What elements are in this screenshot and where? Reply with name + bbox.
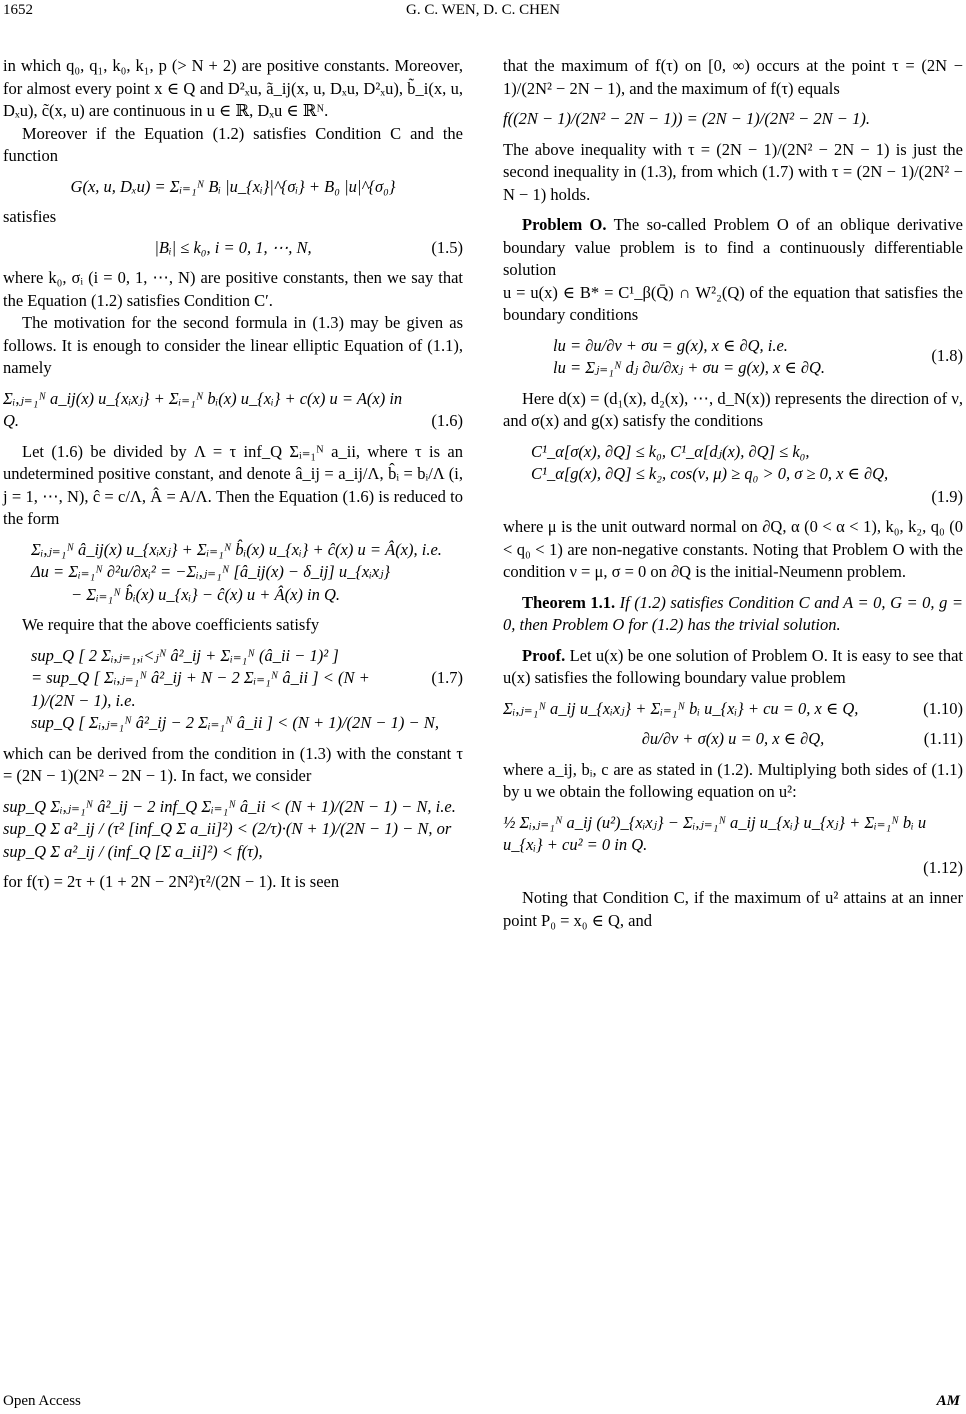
equation-reduced-form	[3, 539, 463, 607]
paragraph: The motivation for the second formula in (1.3) may be given as follows. It is enough to consider the linear elliptic Equation of (1.1), namely	[3, 313, 463, 377]
theorem-paragraph	[503, 592, 963, 637]
equation-number: (1.11)	[923, 729, 963, 748]
paragraph-text: Let u(x) be one solution of Problem O. It is easy to see that u(x) satisfies the following boundary value problem	[503, 645, 963, 687]
equation-1-12	[503, 812, 963, 880]
paragraph: Let (1.6) be divided by Λ = τ inf_Q Σᵢ₌₁ᴺ a_ii, where τ is an undetermined positive constant, and denote â_ij = a_ij/Λ, b̂ᵢ = bᵢ/Λ (i, j = 1, ⋯, N), ĉ = c/Λ, Â = A/Λ. Then the Equation (1.6) is reduced to the form	[3, 441, 463, 528]
paragraph: where a_ij, bᵢ, c are as stated in (1.2). Multiplying both sides of (1.1) by u we obtain the following equation on u²:	[503, 759, 963, 801]
equation-body: Σᵢ,ⱼ₌₁ᴺ a_ij(x) u_{xᵢxⱼ} + Σᵢ₌₁ᴺ bᵢ(x) u_{xᵢ} + c(x) u = A(x) in Q.	[3, 388, 403, 430]
equation-body: |Bᵢ| ≤ k₀, i = 0, 1, ⋯, N,	[154, 237, 312, 257]
equation-f-max	[503, 108, 963, 131]
theorem-text: If (1.2) satisfies Condition C and A = 0, G = 0, g = 0, then Problem O for (1.2) has the trivial solution.	[503, 592, 963, 634]
equation-body: G(x, u, Dₓu) = Σᵢ₌₁ᴺ Bᵢ |u_{xᵢ}|^{σᵢ} + B₀ |u|^{σ₀}	[70, 176, 396, 196]
open-access-label: Open Access	[3, 1393, 81, 1409]
page-header	[0, 2, 966, 26]
proof-label: Proof.	[522, 645, 566, 665]
equation-number: (1.8)	[931, 345, 963, 365]
paragraph: u = u(x) ∈ B* = C¹_β(Q̄) ∩ W²₂(Q) of the equation that satisfies the boundary conditions	[503, 282, 963, 324]
equation-line: sup_Q Σ a²_ij / (τ² [inf_Q Σ a_ii]²) < (2/τ)·(N + 1)/(2N − 1) − N, or sup_Q Σ a²_ij / (inf_Q [Σ a_ii]²) < f(τ),	[3, 819, 452, 861]
paragraph-text: The so-called Problem O of an oblique derivative boundary value problem is to find a continuously differentiable solution	[503, 215, 963, 279]
paragraph: for f(τ) = 2τ + (1 + 2N − 2N²)τ²/(2N − 1). It is seen	[3, 872, 340, 891]
problem-o-label: Problem O.	[522, 215, 607, 234]
proof-paragraph	[503, 645, 963, 690]
equation-line: Δu = Σᵢ₌₁ᴺ ∂²u/∂xᵢ² = −Σᵢ,ⱼ₌₁ᴺ [â_ij(x) − δ_ij] u_{xᵢxⱼ}	[31, 562, 391, 581]
equation-line: sup_Q [ Σᵢ,ⱼ₌₁ᴺ â²_ij − 2 Σᵢ₌₁ᴺ â_ii ] < (N + 1)/(2N − 1) − N,	[31, 713, 439, 732]
equation-consider	[3, 796, 463, 864]
equation-number: (1.7)	[431, 667, 463, 687]
equation-1-6	[3, 388, 463, 433]
equation-1-10	[503, 698, 963, 721]
paragraph: that the maximum of f(τ) on [0, ∞) occurs at the point τ = (2N − 1)/(2N² − 2N − 1), and the maximum of f(τ) equals	[503, 56, 963, 98]
paragraph: Moreover if the Equation (1.2) satisfies Condition C and the function	[3, 123, 463, 165]
paragraph: in which q₀, q₁, k₀, k₁, p (> N + 2) are positive constants. Moreover, for almost every point x ∈ Q and D²ₓu, ã_ij(x, u, Dₓu, D²ₓu), b̃_i(x, u, Dₓu), c̃(x, u) are continuous in u ∈ ℝ, Dₓu ∈ ℝᴺ.	[3, 56, 463, 120]
equation-body: ½ Σᵢ,ⱼ₌₁ᴺ a_ij (u²)_{xᵢxⱼ} − Σᵢ,ⱼ₌₁ᴺ a_ij u_{xᵢ} u_{xⱼ} + Σᵢ₌₁ᴺ bᵢ u u_{xᵢ} + cu² = 0 in Q.	[503, 812, 927, 854]
equation-1-9	[503, 441, 963, 509]
equation-number: (1.9)	[931, 486, 963, 506]
equation-1-5	[3, 237, 463, 260]
equation-1-8	[503, 335, 963, 380]
equation-line: Σᵢ,ⱼ₌₁ᴺ â_ij(x) u_{xᵢxⱼ} + Σᵢ₌₁ᴺ b̂ᵢ(x) u_{xᵢ} + ĉ(x) u = Â(x), i.e.	[31, 539, 442, 559]
equation-line: = sup_Q [ Σᵢ,ⱼ₌₁ᴺ â²_ij + N − 2 Σᵢ₌₁ᴺ â_ii ] < (N + 1)/(2N − 1), i.e.	[31, 668, 370, 710]
equation-body: f((2N − 1)/(2N² − 2N − 1)) = (2N − 1)/(2N² − 2N − 1).	[503, 109, 870, 128]
equation-number: (1.5)	[431, 237, 463, 257]
running-title: G. C. WEN, D. C. CHEN	[406, 2, 560, 18]
right-column	[503, 55, 963, 932]
equation-line: lu = ∂u/∂ν + σu = g(x), x ∈ ∂Q, i.e.	[553, 335, 788, 355]
equation-number: (1.6)	[431, 411, 463, 430]
paragraph: where k₀, σᵢ (i = 0, 1, ⋯, N) are positive constants, then we say that the Equation (1.2) satisfies Condition C′.	[3, 268, 463, 310]
page-number: 1652	[3, 2, 33, 18]
theorem-label: Theorem 1.1.	[522, 592, 616, 612]
equation-number: (1.10)	[923, 698, 963, 718]
paragraph: which can be derived from the condition in (1.3) with the constant τ = (2N − 1)(2N² − 2N − 1). In fact, we consider	[3, 743, 463, 785]
journal-abbrev: AM	[936, 1393, 960, 1409]
equation-1-7	[3, 645, 463, 735]
equation-G	[3, 176, 463, 199]
left-column	[3, 55, 463, 894]
equation-line: sup_Q Σᵢ,ⱼ₌₁ᴺ â²_ij − 2 inf_Q Σᵢ₌₁ᴺ â_ii < (N + 1)/(2N − 1) − N, i.e.	[3, 796, 456, 816]
equation-line: lu = Σⱼ₌₁ᴺ dⱼ ∂u/∂xⱼ + σu = g(x), x ∈ ∂Q.	[553, 358, 826, 377]
equation-body: Σᵢ,ⱼ₌₁ᴺ a_ij u_{xᵢxⱼ} + Σᵢ₌₁ᴺ bᵢ u_{xᵢ} + cu = 0, x ∈ Q,	[503, 698, 859, 718]
paragraph: satisfies	[3, 207, 57, 226]
equation-line: − Σᵢ₌₁ᴺ b̂ᵢ(x) u_{xᵢ} − ĉ(x) u + Â(x) in Q.	[71, 584, 341, 604]
equation-line: C¹_α[σ(x), ∂Q] ≤ k₀, C¹_α[dⱼ(x), ∂Q] ≤ k₀,	[531, 441, 810, 461]
paragraph: We require that the above coefficients satisfy	[22, 615, 320, 634]
equation-line: sup_Q [ 2 Σᵢ,ⱼ₌₁,ᵢ<ⱼᴺ â²_ij + Σᵢ₌₁ᴺ (â_ii − 1)² ]	[31, 645, 339, 665]
equation-body: ∂u/∂ν + σ(x) u = 0, x ∈ ∂Q,	[641, 729, 825, 748]
equation-1-11	[503, 728, 963, 751]
paragraph: where μ is the unit outward normal on ∂Q, α (0 < α < 1), k₀, k₂, q₀ (0 < q₀ < 1) are non-negative constants. Noting that Problem O with the condition ν = μ, σ = 0 on ∂Q is the initial-Neumenn problem.	[503, 517, 963, 581]
paragraph: Noting that Condition C, if the maximum of u² attains at an inner point P₀ = x₀ ∈ Q, and	[503, 888, 963, 930]
equation-number: (1.12)	[923, 857, 963, 877]
equation-line: C¹_α[g(x), ∂Q] ≤ k₂, cos(ν, μ) ≥ q₀ > 0, σ ≥ 0, x ∈ ∂Q,	[531, 464, 889, 483]
paragraph: Here d(x) = (d₁(x), d₂(x), ⋯, d_N(x)) represents the direction of ν, and σ(x) and g(x) satisfy the conditions	[503, 388, 963, 430]
problem-o-paragraph	[503, 214, 963, 282]
paragraph: The above inequality with τ = (2N − 1)/(2N² − 2N − 1) is just the second inequality in (1.3), from which (1.7) with τ = (2N − 1)/(2N² − N − 1) holds.	[503, 139, 963, 204]
